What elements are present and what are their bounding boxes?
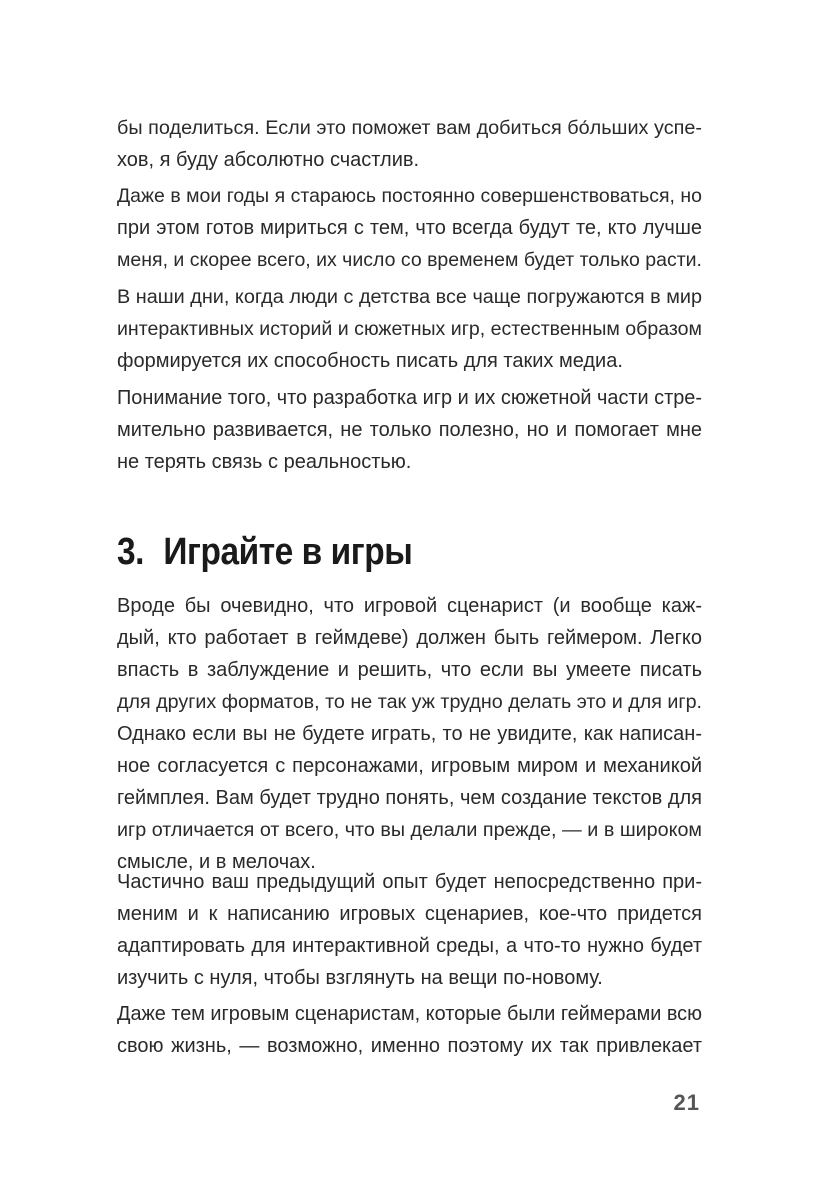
paragraph-7 [117, 998, 702, 1062]
text-line: Даже в мои годы я стараюсь постоянно совершенствоваться, но [117, 185, 702, 207]
page-number: 21 [673, 1090, 700, 1115]
paragraph-4 [117, 382, 702, 478]
text-line: Вроде бы очевидно, что игровой сценарист (и вообще каж- [117, 595, 702, 617]
text-line: свою жизнь, — возможно, именно поэтому их так привлекает [117, 1035, 702, 1057]
text-line: хов, я буду абсолютно счастлив. [117, 149, 420, 171]
text-line: смысле, и в мелочах. [117, 851, 316, 873]
text-line: бы поделиться. Если это поможет вам добиться бо́льших успе- [117, 117, 702, 139]
section-heading [117, 531, 412, 574]
text-line: впасть в заблуждение и решить, что если вы умеете писать [117, 659, 702, 681]
text-line: Даже тем игровым сценаристам, которые были геймерами всю [117, 1003, 702, 1025]
text-line: адаптировать для интерактивной среды, а что-то нужно будет [117, 935, 702, 957]
text-line: интерактивных историй и сюжетных игр, естественным образом [117, 318, 702, 340]
text-line: геймплея. Вам будет трудно понять, чем создание текстов для [117, 787, 702, 809]
text-line: формируется их способность писать для таких медиа. [117, 350, 623, 372]
text-line: В наши дни, когда люди с детства все чаще погружаются в мир [117, 286, 702, 308]
text-line: изучить с нуля, чтобы взглянуть на вещи по-новому. [117, 967, 603, 989]
text-line: для других форматов, то не так уж трудно делать это и для игр. [117, 691, 702, 713]
text-line: ное согласуется с персонажами, игровым миром и механикой [117, 755, 702, 777]
text-line: меним и к написанию игровых сценариев, кое-что придется [117, 903, 702, 925]
paragraph-1 [117, 112, 702, 176]
text-line: игр отличается от всего, что вы делали прежде, — и в широком [117, 819, 702, 841]
section-title: Играйте в игры [163, 531, 413, 573]
text-line: не терять связь с реальностью. [117, 451, 412, 473]
text-line: меня, и скорее всего, их число со временем будет только расти. [117, 249, 702, 271]
text-line: Понимание того, что разработка игр и их сюжетной части стре- [117, 387, 702, 409]
text-line: мительно развивается, не только полезно, но и помогает мне [117, 419, 702, 441]
paragraph-2 [117, 180, 702, 276]
paragraph-5 [117, 590, 702, 878]
text-line: при этом готов мириться с тем, что всегда будут те, кто лучше [117, 217, 702, 239]
text-line: Частично ваш предыдущий опыт будет непосредственно при- [117, 871, 702, 893]
text-line: дый, кто работает в геймдеве) должен быть геймером. Легко [117, 627, 702, 649]
section-number: 3. [117, 531, 145, 573]
text-line: Однако если вы не будете играть, то не увидите, как написан- [117, 723, 702, 745]
paragraph-3 [117, 281, 702, 377]
paragraph-6 [117, 866, 702, 994]
